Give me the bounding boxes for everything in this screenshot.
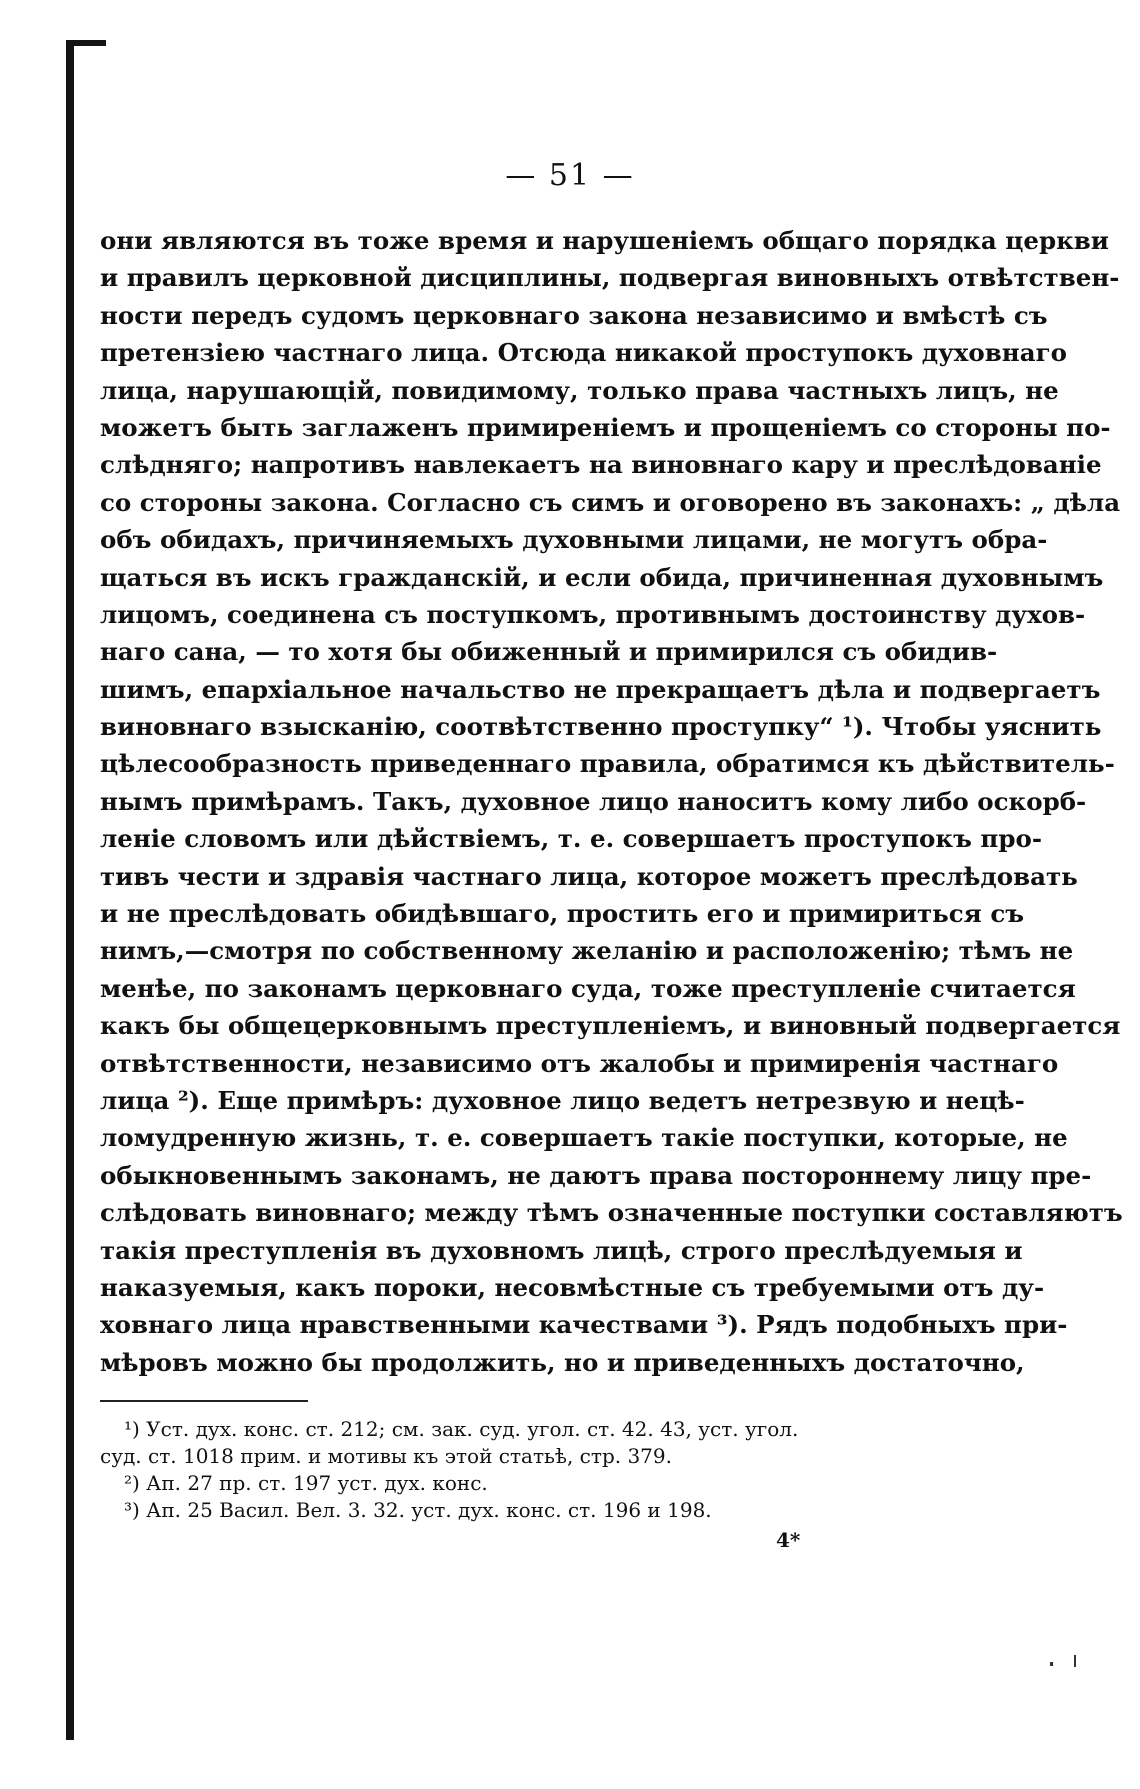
text-line: слѣдняго; напротивъ навлекаетъ на виновнаго кару и преслѣдованіе <box>100 450 1102 480</box>
text-line: нимъ,—смотря по собственному желанію и расположенію; тѣмъ не <box>100 936 1074 966</box>
footnote-divider <box>100 1400 308 1402</box>
footnote-1-continued: суд. ст. 1018 прим. и мотивы къ этой статьѣ, стр. 379. <box>100 1444 672 1468</box>
text-line: менѣе, по законамъ церковнаго суда, тоже преступленіе считается <box>100 973 1076 1003</box>
text-line: и правилъ церковной дисциплины, подвергая виновныхъ отвѣтствен- <box>100 263 1120 293</box>
text-line: тивъ чести и здравія частнаго лица, которое можетъ преслѣдовать <box>100 861 1078 891</box>
footnote-1: ¹) Уст. дух. конс. ст. 212; см. зак. суд. угол. ст. 42. 43, уст. угол. <box>124 1417 799 1441</box>
text-line: они являются въ тоже время и нарушеніемъ общаго порядка церкви <box>100 226 1109 255</box>
corner-mark <box>66 40 106 46</box>
scan-speck <box>1050 1662 1053 1666</box>
text-line: наказуемыя, какъ пороки, несовмѣстные съ требуемыми отъ ду- <box>100 1272 1045 1302</box>
footnotes <box>100 1416 870 1524</box>
text-line: цѣлесообразность приведеннаго правила, обратимся къ дѣйствитель- <box>100 749 1115 779</box>
text-line: ломудренную жизнь, т. е. совершаетъ такіе поступки, которые, не <box>100 1123 1068 1153</box>
text-line: со стороны закона. Согласно съ симъ и оговорено въ законахъ: „ дѣла <box>100 487 1121 517</box>
text-line: щаться въ искъ гражданскій, и если обида, причиненная духовнымъ <box>100 562 1104 592</box>
binding-edge-mark <box>66 40 74 1740</box>
footnote-3: ³) Ап. 25 Васил. Вел. 3. 32. уст. дух. конс. ст. 196 и 198. <box>124 1498 712 1522</box>
text-line: виновнаго взысканію, соотвѣтственно проступку“ ¹). Чтобы уяснить <box>100 712 1102 742</box>
text-line: наго сана, — то хотя бы обиженный и примирился съ обидив- <box>100 637 998 667</box>
printer-signature-mark: 4* <box>776 1528 801 1552</box>
footnote-2: ²) Ап. 27 пр. ст. 197 уст. дух. конс. <box>124 1471 488 1495</box>
text-line: лица, нарушающій, повидимому, только права частныхъ лицъ, не <box>100 375 1059 405</box>
body-text <box>100 222 1123 1381</box>
text-line: лица ²). Еще примѣръ: духовное лицо ведетъ нетрезвую и нецѣ- <box>100 1085 1025 1115</box>
scan-speck <box>1074 1655 1076 1667</box>
text-line: и не преслѣдовать обидѣвшаго, простить его и примириться съ <box>100 899 1025 929</box>
text-line: можетъ быть заглаженъ примиреніемъ и прощеніемъ со стороны по- <box>100 412 1111 442</box>
text-line: слѣдовать виновнаго; между тѣмъ означенные поступки составляютъ <box>100 1198 1123 1228</box>
text-line: нымъ примѣрамъ. Такъ, духовное лицо наноситъ кому либо оскорб- <box>100 786 1087 816</box>
text-line: ховнаго лица нравственными качествами ³). Рядъ подобныхъ при- <box>100 1310 1068 1340</box>
text-line: какъ бы общецерковнымъ преступленіемъ, и виновный подвергается <box>100 1011 1121 1041</box>
page-number: — 51 — <box>505 158 635 193</box>
text-line: отвѣтственности, независимо отъ жалобы и примиренія частнаго <box>100 1048 1059 1078</box>
text-line: лицомъ, соединена съ поступкомъ, противнымъ достоинству духов- <box>100 599 1086 629</box>
text-line: шимъ, епархіальное начальство не прекращаетъ дѣла и подвергаетъ <box>100 674 1101 704</box>
text-line: обыкновеннымъ законамъ, не даютъ права постороннему лицу пре- <box>100 1160 1092 1190</box>
text-line: ности передъ судомъ церковнаго закона независимо и вмѣстѣ съ <box>100 300 1048 330</box>
text-line: леніе словомъ или дѣйствіемъ, т. е. совершаетъ проступокъ про- <box>100 824 1042 854</box>
text-line: объ обидахъ, причиняемыхъ духовными лицами, не могутъ обра- <box>100 525 1048 555</box>
text-line: такія преступленія въ духовномъ лицѣ, строго преслѣдуемыя и <box>100 1235 1023 1265</box>
text-line: претензіею частнаго лица. Отсюда никакой проступокъ духовнаго <box>100 338 1067 368</box>
text-line: мѣровъ можно бы продолжить, но и приведенныхъ достаточно, <box>100 1347 1025 1377</box>
